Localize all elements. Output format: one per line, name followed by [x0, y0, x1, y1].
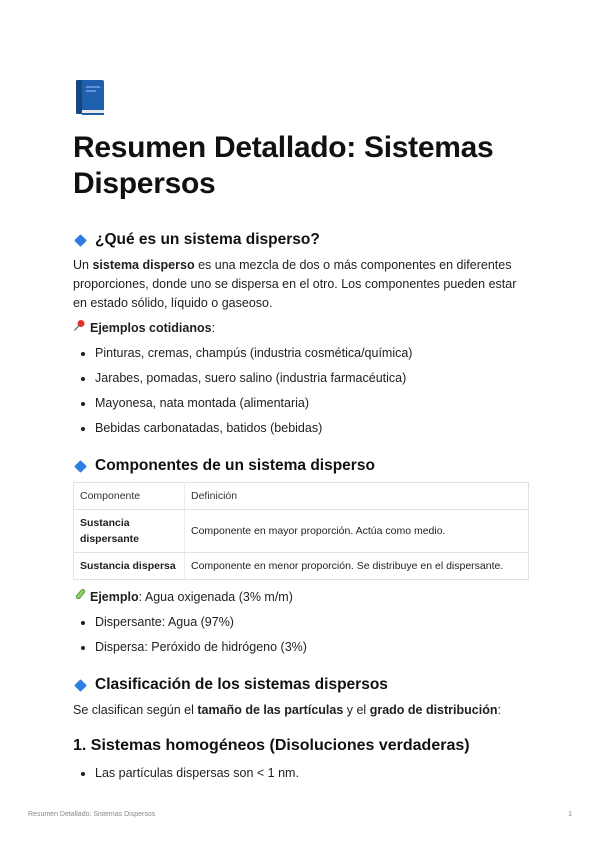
- blue-diamond-icon: [74, 234, 87, 247]
- intro-paragraph: Un sistema disperso es una mezcla de dos o más componentes en diferentes proporciones, donde uno se dispersa en el otro. Los componentes pueden estar en estado sólido, líquido o gaseoso.: [73, 258, 517, 310]
- list-item: • Pinturas, cremas, champús (industria cosmética/química): [95, 344, 529, 363]
- table-header-cell: Componente: [74, 483, 185, 510]
- list-item: • Mayonesa, nata montada (alimentaria): [95, 394, 529, 413]
- table-row: [74, 553, 529, 580]
- table-header-cell: Definición: [185, 483, 529, 510]
- list-item: • Bebidas carbonatadas, batidos (bebidas): [95, 419, 529, 438]
- table-cell: Componente en mayor proporción. Actúa como medio.: [185, 510, 529, 553]
- section-heading-components: Componentes de un sistema disperso: [73, 456, 529, 476]
- table-row: [74, 510, 529, 553]
- section-heading-classification: Clasificación de los sistemas dispersos: [73, 675, 529, 695]
- table-cell: Componente en menor proporción. Se distribuye en el dispersante.: [185, 553, 529, 580]
- examples-list: [73, 344, 529, 438]
- page-title: Resumen Detallado: Sistemas Dispersos: [73, 131, 494, 200]
- list-item: • Dispersante: Agua (97%): [95, 613, 529, 632]
- table-cell: Sustancia dispersa: [74, 553, 185, 580]
- example-label: Ejemplo : Agua oxigenada (3% m/m): [73, 588, 529, 607]
- page-footer: [28, 811, 572, 818]
- pushpin-icon: [73, 319, 86, 338]
- table-cell: Sustancia dispersante: [74, 510, 185, 553]
- blue-diamond-icon: [74, 460, 87, 473]
- list-item: • Las partículas dispersas son < 1 nm.: [95, 764, 529, 783]
- example-list: [73, 613, 529, 657]
- subsection-heading-homogeneous: 1. Sistemas homogéneos (Disoluciones verdaderas): [73, 737, 470, 754]
- classification-paragraph: Se clasifican según el tamaño de las partículas y el grado de distribución:: [73, 703, 501, 717]
- list-item: • Dispersa: Peróxido de hidrógeno (3%): [95, 638, 529, 657]
- components-table: [73, 482, 529, 580]
- blue-book-icon: [73, 78, 107, 118]
- homogeneous-list: [73, 764, 529, 783]
- table-header-row: [74, 483, 529, 510]
- test-tube-icon: [73, 588, 86, 607]
- blue-diamond-icon: [74, 679, 87, 692]
- examples-label: Ejemplos cotidianos :: [73, 319, 529, 338]
- section-heading-what-is: ¿Qué es un sistema disperso?: [73, 230, 529, 250]
- page-number: 1: [568, 811, 572, 818]
- footer-title: Resumen Detallado: Sistemas Dispersos: [28, 811, 156, 818]
- list-item: • Jarabes, pomadas, suero salino (industria farmacéutica): [95, 369, 529, 388]
- document-page: [73, 78, 529, 791]
